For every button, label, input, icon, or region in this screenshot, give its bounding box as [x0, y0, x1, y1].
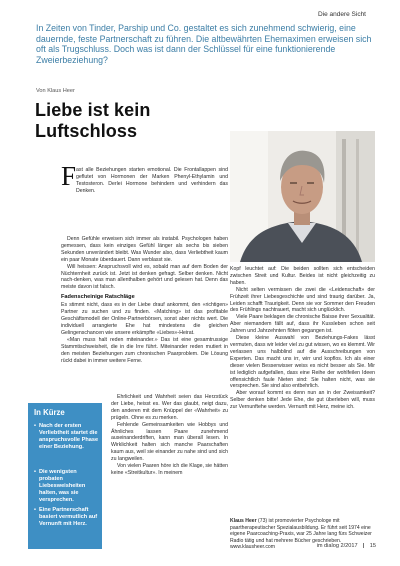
magazine-issue: im dialog 2/2017: [316, 543, 358, 549]
summary-box: [28, 403, 102, 549]
summary-item: [34, 423, 99, 451]
intro-text: [61, 236, 228, 364]
intro-text-narrow: [76, 167, 228, 195]
author-byline: Von Klaus Heer: [36, 88, 75, 94]
footer-divider: [363, 543, 364, 548]
left-paragraph-5: Von vielen Paaren höre ich die Klage, sie hätten keine «Streitkultur». In meinem: [111, 463, 228, 476]
intro-paragraph-2: Denn Gefühle erweisen sich immer als instabil. Psychologen haben gemessen, dass kein einziges Gefühl länger als sechs bis sieben Sekunden unverändert bleibt. Was Wunder also, dass Verliebtheit kaum ein paar Monate überdauert. Dann verblasst sie.: [61, 236, 228, 263]
bullet-icon: •: [34, 423, 36, 429]
right-paragraph-1: Kopf leuchtet auf: Die beiden sollten sich entscheiden zwischen Streit und Kultur. Beides ist nicht gleichzeitig zu haben.: [230, 266, 375, 286]
summary-item: [34, 469, 99, 504]
left-paragraph-3: Ehrlichkeit und Wahrheit seien das Herzstück der Liebe, heisst es. Wer das glaubt, neigt dazu, den anderen mit dem Knüppel der «Wahrheit» zu prügeln. Ohne es zu merken.: [111, 394, 228, 421]
right-column: [230, 266, 375, 411]
lead-paragraph: In Zeiten von Tinder, Parship und Co. gestaltet es sich zunehmend schwierig, eine dauernde, feste Partnerschaft zu führen. Die altbewährten Ehemaximen erweisen sich oft als Trugschluss. Doch was ist dann der Schlüssel für eine funktionierende Zweierbeziehung?: [36, 23, 372, 65]
bullet-icon: •: [34, 469, 36, 475]
summary-box-title: In Kürze: [34, 408, 65, 417]
intro-paragraph-1: ast alle Beziehungen starten emotional. Die Frontallappen sind geflutet von Hormonen der Marken Phenyl-Ethylamin und Testosteron. Derlei Hormone behindern und verhindern das Denken.: [76, 167, 228, 194]
summary-item-text: Nach der ersten Verliebtheit startet die anspruchsvolle Phase einer Beziehung.: [39, 423, 99, 450]
summary-item-text: Eine Partnerschaft basiert vermutlich auf Vernunft mit Herz.: [39, 507, 98, 527]
left-paragraph-2: «Man muss halt reden miteinander.» Das ist eine gesamtrussige Stammtischweisheit, die in die Irre führt. Miteinander reden mutiert in den meisten Beziehungen zum chronischen Paarproblem. Die Lösung rückt dabei in immer weitere Ferne.: [61, 336, 228, 364]
right-paragraph-4: Diese kleine Auswahl von Beziehungs-Fakes lässt vermuten, dass wir leider viel zu gut wissen, wo es klemmt. Wir verlassen uns halbblind auf die Ausschreibungen von Experten. Das macht uns irr, wirr und kopflos. Ich als einer dieser vielen Besserwisser weiss es nicht besser als Sie. Mir ist lediglich aufgefallen, dass eine Reihe der wohlfeilen Ideen offensichtlich faule Nieten sind: Sie halten nicht, was sie versprechen. Sie sind also entbehrlich.: [230, 335, 376, 390]
left-column-bottom: [111, 394, 228, 477]
summary-item-text: Die wenigsten probaten Liebesweisheiten halten, was sie versprechen.: [39, 469, 86, 503]
right-paragraph-2: Nicht selten vermissen die zwei die «Leidenschaft» der Frühzeit ihrer Liebesgeschichte und sind traurig darüber. Ja, Leiden schafft Traurigkeit. Denn sie vor Sommer den Freuden des Frühlings nachtrauert, macht sich unglücklich.: [230, 286, 375, 314]
page-footer: [317, 543, 376, 549]
subheading: Fadenscheinige Ratschläge: [61, 294, 135, 301]
article-title: Liebe ist kein Luftschloss: [35, 100, 151, 141]
intro-paragraph-3: Will heissen: Anspruchsvoll wird es, sobald man auf dem Boden der Nüchternheit zurück ist. Jetzt ist denken gefragt. Selber denken. Nicht nach-denken, was man allenthalben gehört und gelesen hat. Denn das meiste davon ist falsch.: [61, 263, 228, 291]
section-label: Die andere Sicht: [317, 11, 366, 18]
summary-item: [34, 507, 99, 528]
right-paragraph-5: Aber worauf kommt es denn nun an in der Zweisamkeit? Selber denken bitte! Jede Ehe, die gut überleben will, muss zur Vernunftehe werden. Vernunft mit Herz, meine ich.: [230, 390, 375, 411]
author-bio-name: Klaus Heer: [230, 518, 257, 524]
author-portrait-photo: [230, 131, 375, 262]
drop-cap: F: [61, 161, 77, 191]
portrait-illustration: [230, 131, 375, 262]
left-paragraph-4: Fehlende Gemeinsamkeiten wie Hobbys und Ähnliches lassen Paare zunehmend auseinanderdriften, kann man überall lesen. In Wirklichkeit halten sich manche Paarschaften kaum aus, weil sie einander zu nahe sind und sich zu langweilen.: [111, 421, 228, 463]
author-bio-text: (73) ist promovierter Psychologe mit paartherapeutischer Spezialausbildung. Er führt seit 1974 eine eigene Paarcoaching-Praxis, war 25 Jahre lang fürs Schweizer Radio tätig und hat mehrere Bücher geschrieben. www.klausheer.com: [230, 518, 372, 551]
right-paragraph-3: Viele Paare beklagen die chronische Baisse ihrer Sexualität. Aber niemandem fällt auf, dass ihr Kussleben schon seit Jahren und Jahrzehnten flöten gegangen ist.: [230, 314, 375, 335]
page-number: 15: [369, 543, 376, 549]
left-paragraph-1: Es stimmt nicht, dass es in der Liebe drauf ankommt, den «richtigen» Partner zu suchen und zu finden. «Matching» ist das profitable Geschäftsmodell der Online-Partnerbörsen, sonst aber nichts wert. Die individuell arrangierte Ehe hat mindestens die gleichen Gelingenschancen wie unsere erkämpfte «Liebes»-Heirat.: [61, 302, 228, 336]
bullet-icon: •: [34, 507, 36, 513]
